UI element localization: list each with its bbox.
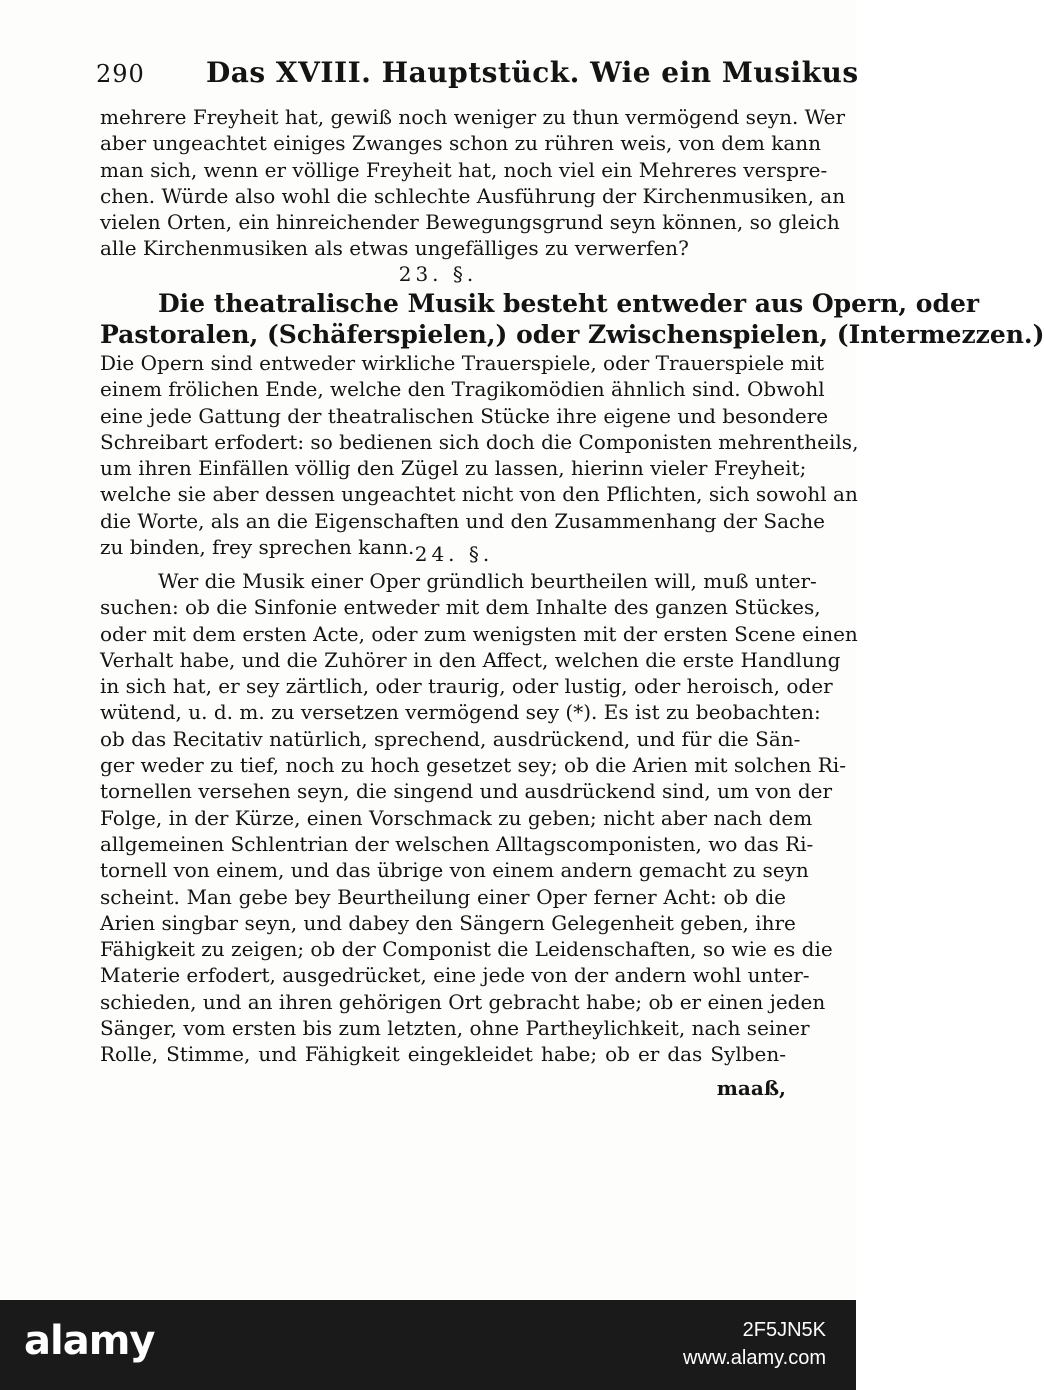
- text-line: Verhalt habe, und die Zuhörer in den Affect, welchen die erste Handlung: [100, 647, 841, 672]
- text-line: ger weder zu tief, noch zu hoch gesetzet sey; ob die Arien mit solchen Ri-: [100, 753, 846, 778]
- text-line: schieden, und an ihren gehörigen Ort gebracht habe; ob er einen jeden: [100, 989, 826, 1014]
- running-title: Das XVIII. Hauptstück. Wie ein Musikus: [206, 56, 859, 89]
- text-line: chen. Würde also wohl die schlechte Ausführung der Kirchenmusiken, an: [100, 183, 846, 208]
- text-line: scheint. Man gebe bey Beurtheilung einer Oper ferner Acht: ob die: [100, 884, 786, 909]
- text-line: Die Opern sind entweder wirkliche Trauerspiele, oder Trauerspiele mit: [100, 351, 825, 375]
- text-line: vielen Orten, ein hinreichender Bewegungsgrund seyn können, so gleich: [100, 210, 840, 235]
- text-line: Die theatralische Musik besteht entweder aus Opern, oder: [158, 289, 980, 318]
- text-line: tornellen versehen seyn, die singend und ausdrückend sind, um von der: [100, 779, 833, 804]
- text-line: in sich hat, er sey zärtlich, oder traurig, oder lustig, oder heroisch, oder: [100, 674, 833, 699]
- text-line: Schreibart erfodert: so bedienen sich doch die Componisten mehrentheils,: [100, 429, 859, 454]
- text-line: allgemeinen Schlentrian der welschen Alltagscomponisten, wo das Ri-: [100, 831, 814, 856]
- section-heading-23: 23. §.: [398, 262, 478, 286]
- text-line: um ihren Einfällen völlig den Zügel zu lassen, hierinn vieler Freyheit;: [100, 456, 807, 481]
- text-line: Wer die Musik einer Oper gründlich beurtheilen will, muß unter-: [158, 569, 817, 593]
- text-line: Pastoralen, (Schäferspielen,) oder Zwischenspielen, (Intermezzen.): [100, 320, 1044, 349]
- text-line: ob das Recitativ natürlich, sprechend, ausdrückend, und für die Sän-: [100, 726, 801, 751]
- text-line: aber ungeachtet einiges Zwanges schon zu rühren weis, von dem kann: [100, 131, 822, 156]
- text-line: wütend, u. d. m. zu versetzen vermögend sey (*). Es ist zu beobachten:: [100, 700, 821, 725]
- text-line: Materie erfodert, ausgedrücket, eine jede von der andern wohl unter-: [100, 963, 810, 988]
- text-line: oder mit dem ersten Acte, oder zum wenigsten mit der ersten Scene einen: [100, 621, 858, 646]
- text-line: eine jede Gattung der theatralischen Stücke ihre eigene und besondere: [100, 403, 829, 428]
- text-line: Rolle, Stimme, und Fähigkeit eingekleidet habe; ob er das Sylben-: [100, 1042, 786, 1067]
- text-line: Sänger, vom ersten bis zum letzten, ohne Partheylichkeit, nach seiner: [100, 1016, 810, 1041]
- stock-image-info: [683, 1316, 826, 1372]
- text-line: alle Kirchenmusiken als etwas ungefälliges zu verwerfen?: [100, 236, 689, 261]
- text-line: Arien singbar seyn, und dabey den Sängern Gelegenheit geben, ihre: [100, 910, 796, 935]
- image-id: 2F5JN5K: [742, 1319, 826, 1341]
- text-line: zu binden, frey sprechen kann.: [100, 535, 415, 560]
- paragraph-section-23: [100, 288, 1044, 560]
- stock-footer-bar: [0, 1300, 856, 1390]
- paragraph-section-24: [100, 568, 858, 1068]
- text-line: tornell von einem, und das übrige von einem andern gemacht zu seyn: [100, 858, 809, 883]
- catchword: maaß,: [716, 1076, 786, 1100]
- text-line: einem frölichen Ende, welche den Tragikomödien ähnlich sind. Obwohl: [100, 377, 825, 402]
- text-line: man sich, wenn er völlige Freyheit hat, noch viel ein Mehreres verspre-: [100, 157, 828, 182]
- text-line: Folge, in der Kürze, einen Vorschmack zu geben; nicht aber nach dem: [100, 805, 813, 830]
- section-heading-24: 24. §.: [414, 542, 494, 566]
- page-number: 290: [96, 60, 145, 88]
- text-line: Fähigkeit zu zeigen; ob der Componist die Leidenschaften, so wie es die: [100, 937, 833, 962]
- site-url: www.alamy.com: [683, 1347, 826, 1369]
- text-line: suchen: ob die Sinfonie entweder mit dem Inhalte des ganzen Stückes,: [100, 595, 821, 620]
- text-line: die Worte, als an die Eigenschaften und den Zusammenhang der Sache: [100, 508, 825, 533]
- page-header: [96, 56, 859, 100]
- text-line: mehrere Freyheit hat, gewiß noch weniger zu thun vermögend seyn. Wer: [100, 105, 845, 129]
- paragraph-continued: [100, 104, 846, 262]
- stock-logo: alamy: [24, 1318, 155, 1364]
- text-line: welche sie aber dessen ungeachtet nicht von den Pflichten, sich sowohl an: [100, 482, 858, 507]
